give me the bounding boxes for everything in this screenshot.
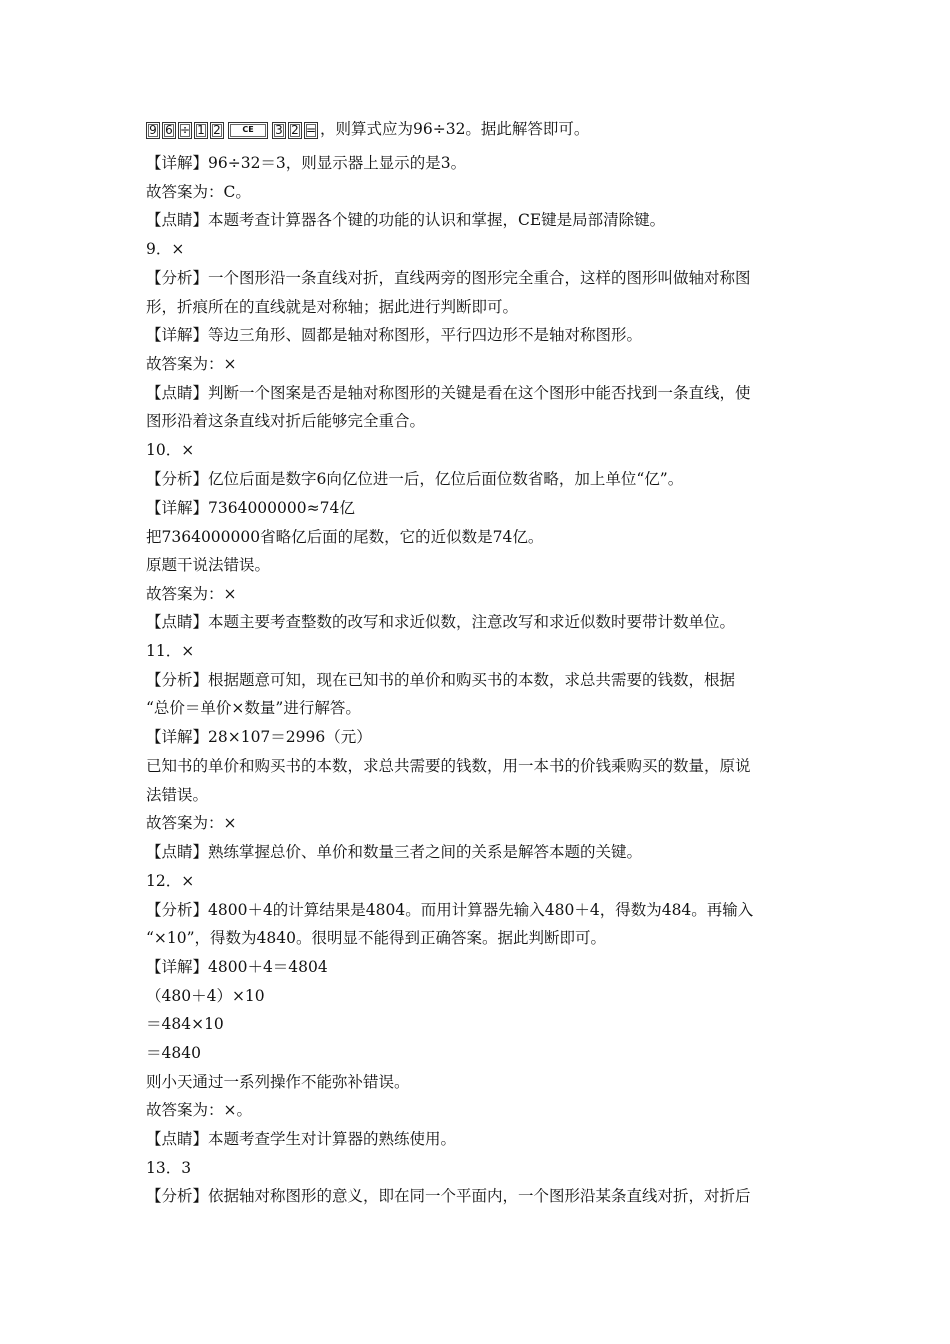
key-ce: CE bbox=[228, 122, 268, 139]
question-number: 9．× bbox=[146, 240, 185, 258]
calculator-key-sequence bbox=[146, 122, 318, 139]
text-line: 【详解】4800＋4＝4804 bbox=[146, 958, 328, 976]
key-9: 9 bbox=[146, 122, 160, 139]
text-line: 已知书的单价和购买书的本数，求总共需要的钱数，用一本书的价钱乘购买的数量，原说 bbox=[146, 757, 751, 775]
text-line: 【分析】依据轴对称图形的意义，即在同一个平面内，一个图形沿某条直线对折，对折后 bbox=[146, 1187, 751, 1205]
key-3: 3 bbox=[272, 122, 286, 139]
text-line: 【点睛】本题主要考查整数的改写和求近似数，注意改写和求近似数时要带计数单位。 bbox=[146, 613, 736, 631]
text-line: 故答案为：× bbox=[146, 585, 237, 603]
text-line: 【分析】一个图形沿一条直线对折，直线两旁的图形完全重合，这样的图形叫做轴对称图 bbox=[146, 269, 751, 287]
key-6: 6 bbox=[162, 122, 176, 139]
key-2: 2 bbox=[210, 122, 224, 139]
text-line: ，则算式应为96÷32。据此解答即可。 bbox=[320, 120, 590, 138]
text-line: 故答案为：C。 bbox=[146, 183, 251, 201]
text-line: 【详解】7364000000≈74亿 bbox=[146, 499, 355, 517]
text-line: 【点睛】判断一个图案是否是轴对称图形的关键是看在这个图形中能否找到一条直线，使 bbox=[146, 384, 751, 402]
text-line: 故答案为：× bbox=[146, 814, 237, 832]
text-line: “×10”，得数为4840。很明显不能得到正确答案。据此判断即可。 bbox=[146, 929, 607, 947]
text-line: 法错误。 bbox=[146, 786, 209, 804]
text-line: “总价＝单价×数量”进行解答。 bbox=[146, 699, 361, 717]
key-1: 1 bbox=[194, 122, 208, 139]
text-line: 原题干说法错误。 bbox=[146, 556, 271, 574]
text-line: 【点睛】熟练掌握总价、单价和数量三者之间的关系是解答本题的关键。 bbox=[146, 843, 643, 861]
text-line: 图形沿着这条直线对折后能够完全重合。 bbox=[146, 412, 426, 430]
text-line: 则小天通过一系列操作不能弥补错误。 bbox=[146, 1073, 410, 1091]
key-2b: 2 bbox=[288, 122, 302, 139]
key-equals: = bbox=[305, 123, 317, 137]
text-line: 【详解】28×107＝2996（元） bbox=[146, 728, 372, 746]
text-line: ＝484×10 bbox=[146, 1015, 224, 1033]
text-line: 【分析】亿位后面是数字6向亿位进一后，亿位后面位数省略，加上单位“亿”。 bbox=[146, 470, 684, 488]
text-line: 【详解】96÷32＝3，则显示器上显示的是3。 bbox=[146, 154, 467, 172]
text-line: 【详解】等边三角形、圆都是轴对称图形，平行四边形不是轴对称图形。 bbox=[146, 326, 643, 344]
text-line: 把7364000000省略亿后面的尾数，它的近似数是74亿。 bbox=[146, 528, 544, 546]
question-number: 10．× bbox=[146, 441, 195, 459]
question-number: 13．3 bbox=[146, 1159, 192, 1177]
text-line: ＝4840 bbox=[146, 1044, 201, 1062]
text-line: （480＋4）×10 bbox=[146, 987, 265, 1005]
key-divide: ÷ bbox=[179, 123, 191, 137]
text-line: 形，折痕所在的直线就是对称轴；据此进行判断即可。 bbox=[146, 298, 519, 316]
question-number: 12．× bbox=[146, 872, 195, 890]
text-line: 【点睛】本题考查计算器各个键的功能的认识和掌握，CE键是局部清除键。 bbox=[146, 211, 666, 229]
text-line: 【点睛】本题考查学生对计算器的熟练使用。 bbox=[146, 1130, 457, 1148]
text-line: 【分析】4800＋4的计算结果是4804。而用计算器先输入480＋4，得数为484。再输入 bbox=[146, 901, 754, 919]
text-line: 故答案为：×。 bbox=[146, 1101, 252, 1119]
text-line: 【分析】根据题意可知，现在已知书的单价和购买书的本数，求总共需要的钱数，根据 bbox=[146, 671, 736, 689]
calculator-key-line bbox=[146, 119, 589, 139]
text-line: 故答案为：× bbox=[146, 355, 237, 373]
question-number: 11．× bbox=[146, 642, 195, 660]
